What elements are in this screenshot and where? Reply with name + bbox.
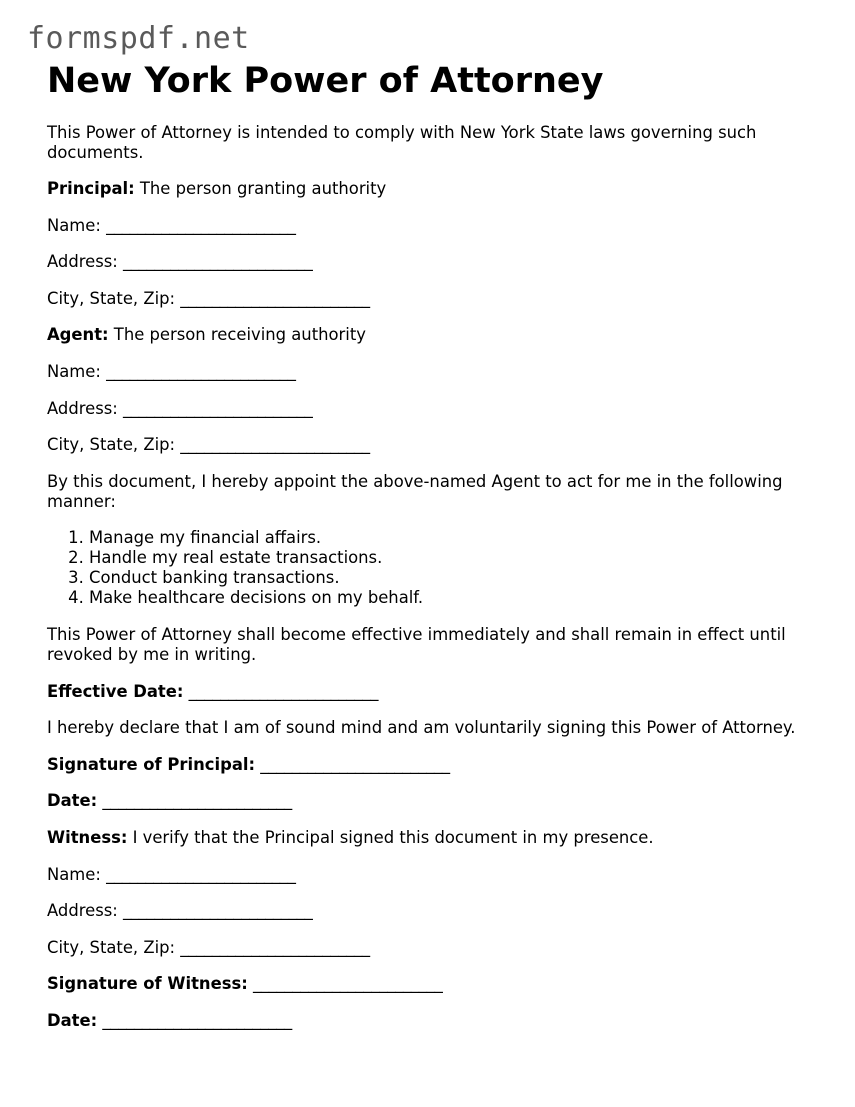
principal-city-blank: ________________________ [180, 288, 370, 308]
declaration-text: I hereby declare that I am of sound mind and am voluntarily signing this Power of Attorney. [47, 718, 796, 738]
effective-date-field [47, 682, 817, 702]
witness-name-field [47, 865, 817, 885]
witness-date-label: Date: [47, 1010, 98, 1030]
effective-date-blank: ________________________ [188, 681, 379, 701]
principal-date-label: Date: [47, 791, 98, 811]
witness-date-field [47, 1011, 817, 1031]
list-item: 2. Handle my real estate transactions. [89, 548, 817, 568]
principal-address-label: Address: [47, 252, 118, 272]
intro-text: This Power of Attorney is intended to comply with New York State laws governing such documents. [47, 123, 757, 162]
witness-address-field [47, 901, 817, 921]
principal-heading [47, 179, 817, 199]
document-title: New York Power of Attorney [47, 61, 604, 101]
witness-signature-field [47, 974, 817, 994]
agent-heading [47, 325, 817, 345]
principal-name-label: Name: [47, 215, 101, 235]
list-item: 1. Manage my financial affairs. [89, 528, 817, 548]
effective-date-label: Effective Date: [47, 681, 184, 701]
witness-city-label: City, State, Zip: [47, 937, 176, 957]
effective-text: This Power of Attorney shall become effective immediately and shall remain in effect until revoked by me in writing. [47, 624, 786, 664]
witness-date-blank: ________________________ [102, 1010, 292, 1030]
witness-name-blank: ________________________ [106, 864, 296, 884]
witness-signature-label: Signature of Witness: [47, 974, 248, 994]
list-item: 4. Make healthcare decisions on my behalf. [89, 588, 817, 608]
principal-date-field [47, 791, 817, 811]
appoint-text: By this document, I hereby appoint the above-named Agent to act for me in the following manner: [47, 471, 783, 511]
agent-city-label: City, State, Zip: [47, 435, 176, 455]
witness-label: Witness: [47, 827, 128, 847]
agent-city-blank: ________________________ [180, 435, 370, 455]
witness-address-label: Address: [47, 901, 118, 921]
witness-heading [47, 828, 817, 848]
agent-address-blank: ________________________ [123, 398, 313, 418]
agent-address-label: Address: [47, 398, 118, 418]
principal-signature-label: Signature of Principal: [47, 754, 256, 774]
list-item: 3. Conduct banking transactions. [89, 568, 817, 588]
witness-city-field [47, 938, 817, 958]
watermark-logo: formspdf.net [27, 21, 250, 56]
principal-name-field [47, 216, 817, 236]
witness-city-blank: ________________________ [180, 937, 370, 957]
agent-address-field [47, 399, 817, 419]
document-page [47, 60, 817, 1031]
agent-name-label: Name: [47, 361, 101, 381]
principal-date-blank: ________________________ [102, 791, 292, 811]
agent-city-field [47, 435, 817, 455]
witness-desc: I verify that the Principal signed this document in my presence. [127, 827, 654, 847]
principal-signature-blank: ________________________ [260, 754, 450, 774]
principal-city-field [47, 289, 817, 309]
witness-signature-blank: ________________________ [253, 974, 443, 994]
agent-name-field [47, 362, 817, 382]
principal-label: Principal: [47, 179, 135, 198]
witness-name-label: Name: [47, 864, 101, 884]
principal-city-label: City, State, Zip: [47, 288, 176, 308]
principal-address-field [47, 252, 817, 272]
principal-address-blank: ________________________ [123, 252, 313, 272]
witness-address-blank: ________________________ [123, 901, 313, 921]
powers-list [47, 528, 817, 608]
agent-desc: The person receiving authority [108, 325, 366, 345]
agent-label: Agent: [47, 325, 109, 345]
principal-desc: The person granting authority [134, 179, 387, 198]
principal-name-blank: ________________________ [106, 215, 296, 235]
principal-signature-field [47, 755, 817, 775]
agent-name-blank: ________________________ [106, 361, 296, 381]
